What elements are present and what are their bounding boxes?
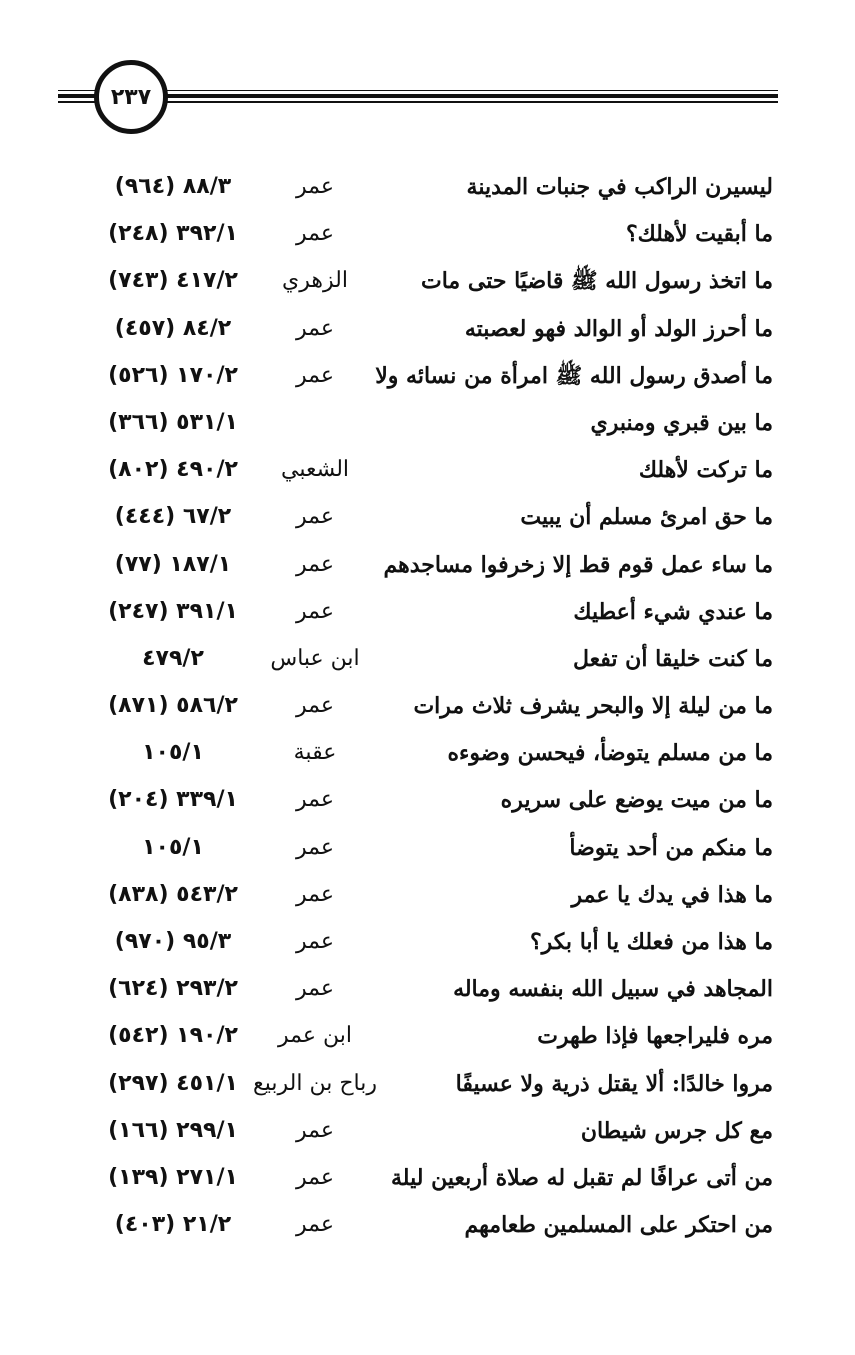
index-row [0, 308, 855, 355]
narrator: عمر [296, 1164, 334, 1190]
reference: ٤٥١/١ (٢٩٧) [108, 1070, 238, 1096]
narrator: عمر [296, 787, 334, 813]
hadith-text: ما هذا من فعلك يا أبا بكر؟ [529, 929, 773, 955]
hadith-text: ما أبقيت لأهلك؟ [625, 221, 773, 248]
index-list [0, 166, 855, 1251]
index-row [0, 1157, 855, 1204]
hadith-text: ما من ليلة إلا والبحر يشرف ثلاث مرات [413, 693, 773, 720]
index-row [0, 166, 855, 213]
reference: ٥٤٣/٢ (٨٣٨) [108, 881, 238, 907]
reference: ١٧٠/٢ (٥٢٦) [108, 362, 238, 388]
narrator: الزهري [282, 268, 348, 294]
hadith-text: ما منكم من أحد يتوضأ [569, 834, 773, 861]
reference: ١٠٥/١ [142, 834, 204, 860]
reference: ١٨٧/١ (٧٧) [114, 551, 232, 577]
hadith-text: ما ساء عمل قوم قط إلا زخرفوا مساجدهم [383, 551, 773, 578]
reference: ٤١٧/٢ (٧٤٣) [108, 268, 238, 294]
hadith-text: ما هذا في يدك يا عمر [571, 881, 773, 908]
narrator: عمر [296, 221, 334, 247]
hadith-text: ما اتخذ رسول الله ﷺ قاضيًا حتى مات [421, 268, 773, 295]
reference: ٢١/٢ (٤٠٣) [114, 1212, 232, 1238]
reference: ٣٩١/١ (٢٤٧) [108, 598, 238, 624]
narrator: عمر [296, 929, 334, 954]
index-row [0, 638, 855, 685]
page-header [0, 0, 855, 150]
reference: ٥٨٦/٢ (٨٧١) [108, 693, 238, 719]
narrator: عمر [296, 315, 334, 341]
hadith-text: مع كل جرس شيطان [580, 1117, 773, 1144]
index-row [0, 1110, 855, 1157]
narrator: عمر [296, 362, 334, 388]
hadith-text: ما حق امرئ مسلم أن يبيت [520, 504, 773, 531]
index-row [0, 968, 855, 1015]
index-row [0, 874, 855, 921]
reference: ٢٩٣/٢ (٦٢٤) [108, 976, 238, 1002]
narrator: عمر [296, 693, 334, 719]
page-number: ٢٣٧ [110, 84, 152, 110]
reference: ٦٧/٢ (٤٤٤) [114, 504, 232, 530]
narrator: عمر [296, 598, 334, 624]
index-row [0, 732, 855, 779]
reference: ٥٣١/١ (٣٦٦) [108, 409, 238, 435]
hadith-text: ما أصدق رسول الله ﷺ امرأة من نسائه ولا [375, 362, 773, 389]
reference: ٩٥/٣ (٩٧٠) [114, 929, 232, 954]
index-row [0, 827, 855, 874]
narrator: عمر [296, 1212, 334, 1238]
narrator: ابن عمر [278, 1023, 352, 1049]
hadith-text: ما من مسلم يتوضأ، فيحسن وضوءه [447, 740, 773, 767]
narrator: عمر [296, 504, 334, 530]
hadith-text: ما كنت خليقا أن تفعل [573, 645, 773, 672]
narrator: عقبة [293, 740, 337, 766]
index-row [0, 1204, 855, 1251]
hadith-text: مروا خالدًا: ألا يقتل ذرية ولا عسيفًا [455, 1070, 773, 1097]
index-row [0, 591, 855, 638]
narrator: عمر [296, 881, 334, 907]
reference: ٢٩٩/١ (١٦٦) [108, 1117, 238, 1143]
index-row [0, 685, 855, 732]
hadith-text: ما أحرز الولد أو الوالد فهو لعصبته [464, 315, 773, 342]
index-row [0, 1063, 855, 1110]
index-row [0, 921, 855, 968]
narrator: عمر [296, 976, 334, 1002]
reference: ١٩٠/٢ (٥٤٢) [108, 1023, 238, 1049]
reference: ٢٧١/١ (١٣٩) [108, 1164, 238, 1190]
hadith-text: ما بين قبري ومنبري [590, 409, 773, 436]
index-row [0, 402, 855, 449]
page-number-circle [94, 60, 168, 134]
reference: ٤٩٠/٢ (٨٠٢) [108, 457, 238, 483]
index-row [0, 260, 855, 307]
hadith-text: ليسيرن الراكب في جنبات المدينة [466, 174, 773, 200]
index-row [0, 213, 855, 260]
narrator: عمر [296, 174, 334, 199]
hadith-text: المجاهد في سبيل الله بنفسه وماله [453, 976, 773, 1003]
hadith-text: ما تركت لأهلك [638, 457, 773, 484]
hadith-text: من احتكر على المسلمين طعامهم [464, 1212, 773, 1239]
reference: ٨٨/٣ (٩٦٤) [114, 174, 232, 199]
reference: ٨٤/٢ (٤٥٧) [114, 315, 232, 341]
reference: ٣٣٩/١ (٢٠٤) [108, 787, 238, 813]
reference: ١٠٥/١ [142, 740, 204, 766]
index-row [0, 779, 855, 826]
reference: ٤٧٩/٢ [142, 645, 204, 671]
narrator: عمر [296, 834, 334, 860]
narrator: عمر [296, 551, 334, 577]
hadith-text: ما عندي شيء أعطيك [573, 598, 773, 625]
hadith-text: ما من ميت يوضع على سريره [500, 787, 773, 814]
index-row [0, 496, 855, 543]
index-row [0, 449, 855, 496]
narrator: الشعبي [280, 457, 350, 483]
hadith-text: مره فليراجعها فإذا طهرت [537, 1023, 773, 1050]
hadith-text: من أتى عرافًا لم تقبل له صلاة أربعين ليلة [391, 1164, 773, 1191]
index-row [0, 1015, 855, 1062]
narrator: رباح بن الربيع [253, 1070, 377, 1096]
index-row [0, 544, 855, 591]
narrator: عمر [296, 1117, 334, 1143]
narrator: ابن عباس [270, 645, 360, 671]
index-row [0, 355, 855, 402]
reference: ٣٩٢/١ (٢٤٨) [108, 221, 238, 247]
